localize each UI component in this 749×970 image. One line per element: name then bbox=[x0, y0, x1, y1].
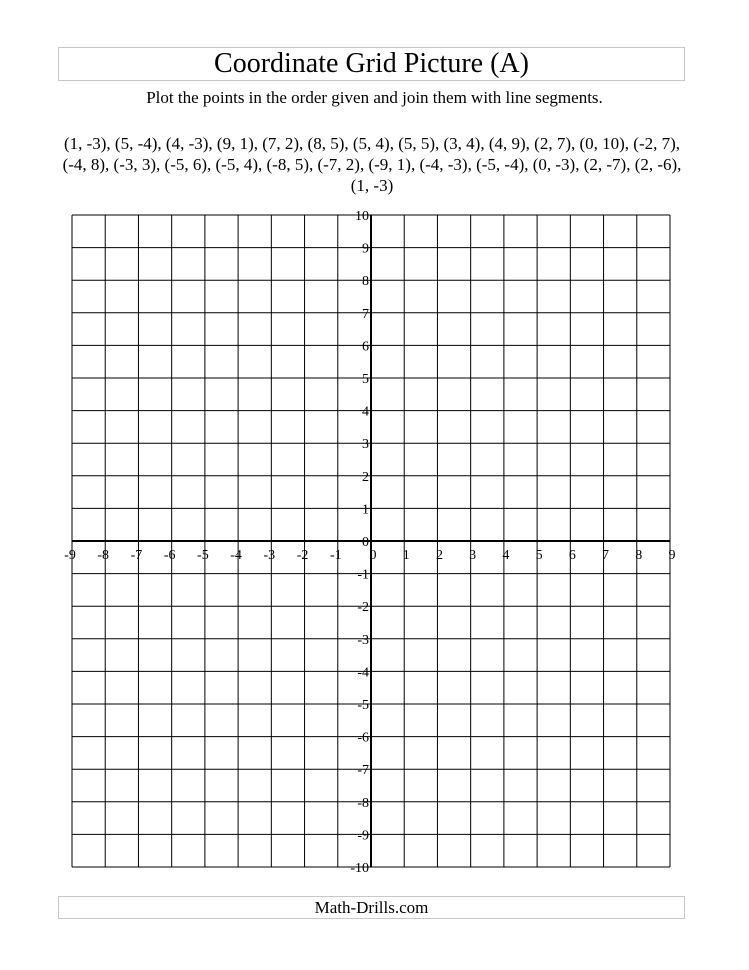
points-list: (1, -3), (5, -4), (4, -3), (9, 1), (7, 2), (8, 5), (5, 4), (5, 5), (3, 4), (4, 9), (2, 7), (0, 10), (-2, 7), (-4, 8), (-3, 3), (-5, 6), (-5, 4), (-8, 5), (-7, 2), (-9, 1), (-4, -3), (-5, -4), (0, -3), (2, -7), (2, -6), (1, -3) bbox=[62, 134, 682, 195]
y-tick-label: -1 bbox=[357, 567, 369, 583]
x-tick-label: -7 bbox=[130, 548, 143, 563]
title-text: Coordinate Grid Picture (A) bbox=[214, 48, 529, 79]
y-tick-label: 6 bbox=[362, 339, 369, 355]
x-tick-label: -3 bbox=[263, 548, 276, 563]
y-tick-label: 8 bbox=[362, 274, 369, 290]
y-tick-label: 10 bbox=[355, 209, 369, 224]
x-tick-label: -4 bbox=[230, 548, 242, 563]
y-tick-label: 9 bbox=[362, 241, 369, 257]
x-tick-label: 3 bbox=[469, 548, 477, 563]
footer bbox=[58, 896, 685, 919]
x-tick-label: 8 bbox=[635, 548, 643, 563]
x-tick-label: -2 bbox=[296, 548, 309, 563]
y-tick-label: -2 bbox=[357, 600, 369, 616]
y-tick-label: -6 bbox=[357, 730, 369, 746]
x-tick-label: 4 bbox=[502, 548, 510, 563]
y-tick-label: -8 bbox=[357, 795, 369, 811]
y-tick-label: 2 bbox=[362, 469, 369, 485]
y-tick-label: -4 bbox=[357, 665, 369, 681]
x-tick-label: 1 bbox=[402, 548, 410, 563]
y-tick-label: 0 bbox=[362, 535, 369, 550]
x-tick-label: 7 bbox=[602, 548, 610, 563]
y-tick-label: 4 bbox=[362, 404, 369, 420]
y-tick-label: 1 bbox=[362, 502, 369, 518]
y-tick-label: 7 bbox=[362, 306, 369, 322]
instructions: Plot the points in the order given and join them with line segments. bbox=[146, 88, 603, 107]
y-tick-label: -5 bbox=[357, 698, 369, 713]
y-tick-label: -10 bbox=[350, 861, 369, 876]
y-tick-label: 5 bbox=[362, 372, 369, 387]
x-tick-label: -9 bbox=[64, 548, 76, 563]
x-tick-label: 6 bbox=[568, 548, 576, 563]
x-tick-label: 0 bbox=[369, 548, 377, 563]
x-tick-label: -6 bbox=[163, 548, 176, 563]
x-tick-label: -1 bbox=[329, 548, 342, 563]
footer-text: Math-Drills.com bbox=[314, 897, 429, 917]
x-tick-label: -8 bbox=[97, 548, 110, 563]
y-tick-label: 3 bbox=[362, 437, 369, 453]
x-tick-label: 5 bbox=[535, 548, 543, 563]
x-tick-label: 9 bbox=[668, 548, 676, 563]
y-tick-label: -9 bbox=[357, 828, 369, 844]
x-tick-label: -5 bbox=[197, 548, 209, 563]
y-tick-label: -3 bbox=[357, 632, 369, 648]
y-tick-label: -7 bbox=[357, 763, 369, 779]
x-tick-label: 2 bbox=[435, 548, 443, 563]
